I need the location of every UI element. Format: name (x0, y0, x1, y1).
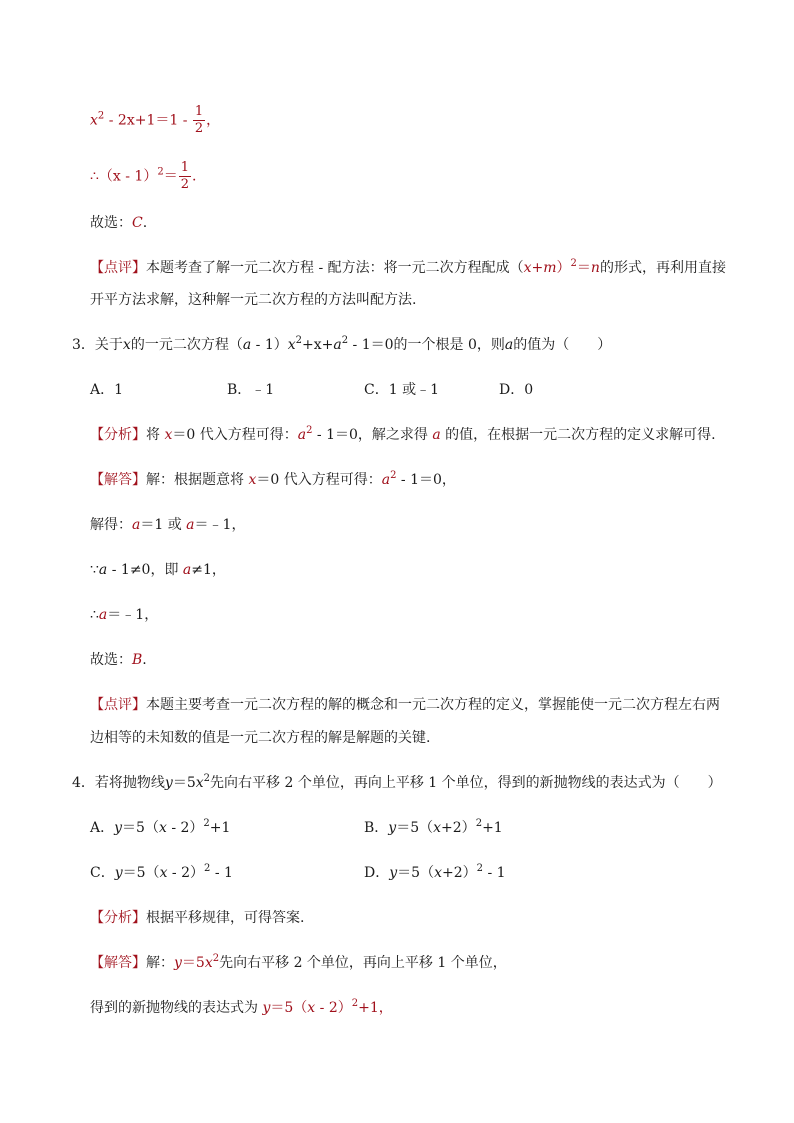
option-label: D．0 (499, 382, 534, 398)
question-text: ＝5 (172, 775, 196, 791)
option-label: B．﹣1 (227, 382, 275, 398)
var-y: y (114, 865, 123, 881)
equation-text: ≠1， (191, 562, 226, 578)
option-letter: A． (90, 820, 115, 836)
exponent: 2 (203, 818, 210, 829)
analysis-text: 的值，在根据一元二次方程的定义求解可得. (440, 427, 716, 443)
var-a: a (432, 427, 441, 443)
option-letter: D． (364, 865, 390, 881)
equation-text: - 2x+1＝1 - (104, 112, 192, 129)
analysis-text: 将 (146, 427, 165, 443)
solution-tag: 【解答】 (90, 955, 146, 971)
solution-text: - 1＝0， (396, 472, 456, 488)
var-a: a (98, 607, 108, 623)
option-letter: C． (90, 865, 115, 881)
question-text: - 1） (251, 337, 288, 353)
option-text: +1 (482, 820, 503, 836)
math-expression: x+m (523, 260, 557, 276)
var-x: x (122, 337, 131, 353)
equation-step-1 (90, 104, 220, 137)
analysis-text: 根据平移规律，可得答案. (146, 910, 305, 926)
solve-step-3 (90, 515, 245, 535)
question-text: - 1＝0的一个根是 0，则 (348, 337, 505, 353)
var-x: x (164, 427, 173, 443)
option-label: C．1 或﹣1 (364, 382, 439, 398)
var-a: a (98, 562, 108, 578)
option-text: +1 (209, 820, 231, 836)
var-n: n (590, 260, 600, 276)
var-a: a (186, 517, 195, 533)
equation-text: - 1≠0，即 (107, 562, 183, 578)
math-paren: ） (556, 260, 571, 276)
var-x: x (248, 472, 257, 488)
comment-text: 开平方法求解，这种解一元二次方程的方法叫配方法. (90, 292, 417, 308)
analysis-3 (90, 425, 716, 445)
comment-text: 的形式，再利用直接 (599, 260, 726, 276)
exponent: 2 (341, 335, 349, 346)
option-c[interactable] (364, 380, 439, 400)
punctuation: . (142, 215, 148, 231)
comment-tag: 【点评】 (90, 697, 146, 713)
option-c[interactable] (90, 863, 233, 883)
choose-label: 故选： (90, 652, 132, 668)
exponent: 2 (390, 470, 397, 481)
var-a: a (381, 472, 391, 488)
exponent: 2 (476, 863, 483, 874)
solution-text: 先向右平移 2 个单位，再向上平移 1 个单位， (219, 955, 507, 971)
exponent: 2 (157, 166, 164, 178)
solution-3 (90, 470, 456, 490)
therefore-symbol: ∴ (90, 607, 99, 623)
solution-text: 解：根据题意将 (146, 472, 249, 488)
exponent: 2 (204, 863, 211, 874)
question-number: 4． (72, 775, 95, 791)
result-4 (90, 998, 393, 1018)
comment-1-line-2 (90, 290, 416, 310)
option-d[interactable] (499, 380, 533, 400)
exponent: 2 (212, 953, 220, 964)
solution-text: 解： (146, 955, 174, 971)
question-4 (72, 773, 722, 793)
result-text: 得到的新抛物线的表达式为 (90, 1000, 263, 1016)
fraction (179, 160, 191, 193)
because-symbol: ∵ (90, 562, 99, 578)
var-a: a (504, 337, 514, 353)
comment-text: 边相等的未知数的值是一元二次方程的解是解题的关键. (90, 730, 431, 746)
option-text: ＝5（ (122, 865, 160, 881)
option-label: A．1 (90, 382, 124, 398)
exponent: 2 (351, 998, 359, 1009)
equation-text: ＝1 或 (140, 517, 187, 533)
option-a[interactable] (90, 380, 123, 400)
option-text: ＝5（ (396, 820, 434, 836)
solution-4 (90, 953, 507, 973)
comment-3-line-1 (90, 695, 720, 715)
var-x: x (307, 1000, 316, 1016)
option-text: - 2） (167, 865, 205, 881)
option-b[interactable] (227, 380, 274, 400)
option-text: +2） (441, 865, 477, 881)
option-b[interactable] (364, 818, 503, 838)
option-a[interactable] (90, 818, 230, 838)
math-text: ＝5（ (270, 1000, 308, 1016)
equals-sign: ＝ (163, 168, 178, 185)
because-step-3 (90, 560, 226, 580)
exponent: 2 (97, 110, 105, 122)
fraction-numerator: 1 (194, 104, 204, 119)
option-text: ＝5（ (397, 865, 435, 881)
var-a: a (333, 337, 342, 353)
var-x: x (195, 775, 204, 791)
fraction (193, 104, 205, 137)
option-text: +2） (441, 820, 476, 836)
fraction-numerator: 1 (180, 160, 189, 175)
var-y: y (388, 820, 397, 836)
therefore-text: ∴（x - 1） (90, 168, 158, 185)
punctuation: . (192, 168, 197, 185)
therefore-step-3 (90, 605, 158, 625)
punctuation: ， (206, 112, 221, 129)
comment-text: 本题考查了解一元二次方程 - 配方法：将一元二次方程配成（ (146, 260, 524, 276)
punctuation: . (142, 652, 147, 668)
var-x: x (90, 112, 98, 129)
math-text: ＝5 (181, 955, 205, 971)
comment-tag: 【点评】 (90, 260, 146, 276)
question-text: 的值为（ ） (513, 337, 612, 353)
comment-3-line-2 (90, 728, 430, 748)
math-text: +1， (358, 1000, 393, 1016)
var-x: x (158, 820, 167, 836)
var-x: x (287, 337, 296, 353)
question-number: 3． (72, 337, 95, 353)
question-text: 若将抛物线 (94, 775, 165, 791)
var-y: y (114, 820, 123, 836)
solution-text: ＝0 代入方程可得： (256, 472, 382, 488)
var-y: y (389, 865, 398, 881)
equals-sign: ＝ (576, 260, 591, 276)
fraction-denominator: 2 (194, 121, 204, 136)
solve-label: 解得： (90, 517, 132, 533)
option-text: ＝5（ (122, 820, 159, 836)
var-a: a (132, 517, 141, 533)
var-a: a (182, 562, 192, 578)
option-letter: B． (364, 820, 389, 836)
var-y: y (262, 1000, 271, 1016)
math-text: - 2） (315, 1000, 352, 1016)
exponent: 2 (203, 773, 211, 784)
question-text: 关于 (94, 337, 123, 353)
var-y: y (174, 955, 182, 971)
analysis-text: ＝0 代入方程可得： (172, 427, 298, 443)
solution-tag: 【解答】 (90, 472, 146, 488)
var-x: x (433, 820, 442, 836)
option-text: - 2） (166, 820, 204, 836)
var-y: y (164, 775, 173, 791)
comment-text: 本题主要考查一元二次方程的解的概念和一元二次方程的定义，掌握能使一元二次方程左右两 (146, 697, 720, 713)
var-x: x (434, 865, 442, 881)
analysis-tag: 【分析】 (90, 427, 146, 443)
var-a: a (242, 337, 252, 353)
var-a: a (297, 427, 307, 443)
option-text: - 1 (483, 865, 506, 881)
equation-text: ＝﹣1， (107, 607, 159, 623)
comment-1-line-1 (90, 258, 726, 278)
equation-step-2 (90, 160, 196, 193)
analysis-tag: 【分析】 (90, 910, 146, 926)
answer-letter: B (132, 652, 143, 668)
answer-choice-1 (90, 213, 147, 233)
fraction-denominator: 2 (180, 177, 189, 192)
answer-letter: C (132, 215, 143, 231)
exponent: 2 (306, 425, 313, 436)
choose-label: 故选： (90, 215, 132, 231)
question-3 (72, 335, 611, 355)
analysis-text: - 1＝0，解之求得 (312, 427, 433, 443)
question-text: +x+ (302, 337, 334, 353)
var-x: x (159, 865, 168, 881)
equation-text: ＝﹣1， (194, 517, 246, 533)
option-d[interactable] (364, 863, 506, 883)
question-text: 的一元二次方程（ (130, 337, 243, 353)
question-text: 先向右平移 2 个单位，再向上平移 1 个单位，得到的新抛物线的表达式为（ ） (210, 775, 722, 791)
exponent: 2 (475, 818, 483, 829)
option-text: - 1 (210, 865, 233, 881)
exponent: 2 (570, 258, 577, 269)
exponent: 2 (295, 335, 303, 346)
var-x: x (204, 955, 213, 971)
analysis-4 (90, 908, 304, 928)
answer-choice-3 (90, 650, 147, 670)
